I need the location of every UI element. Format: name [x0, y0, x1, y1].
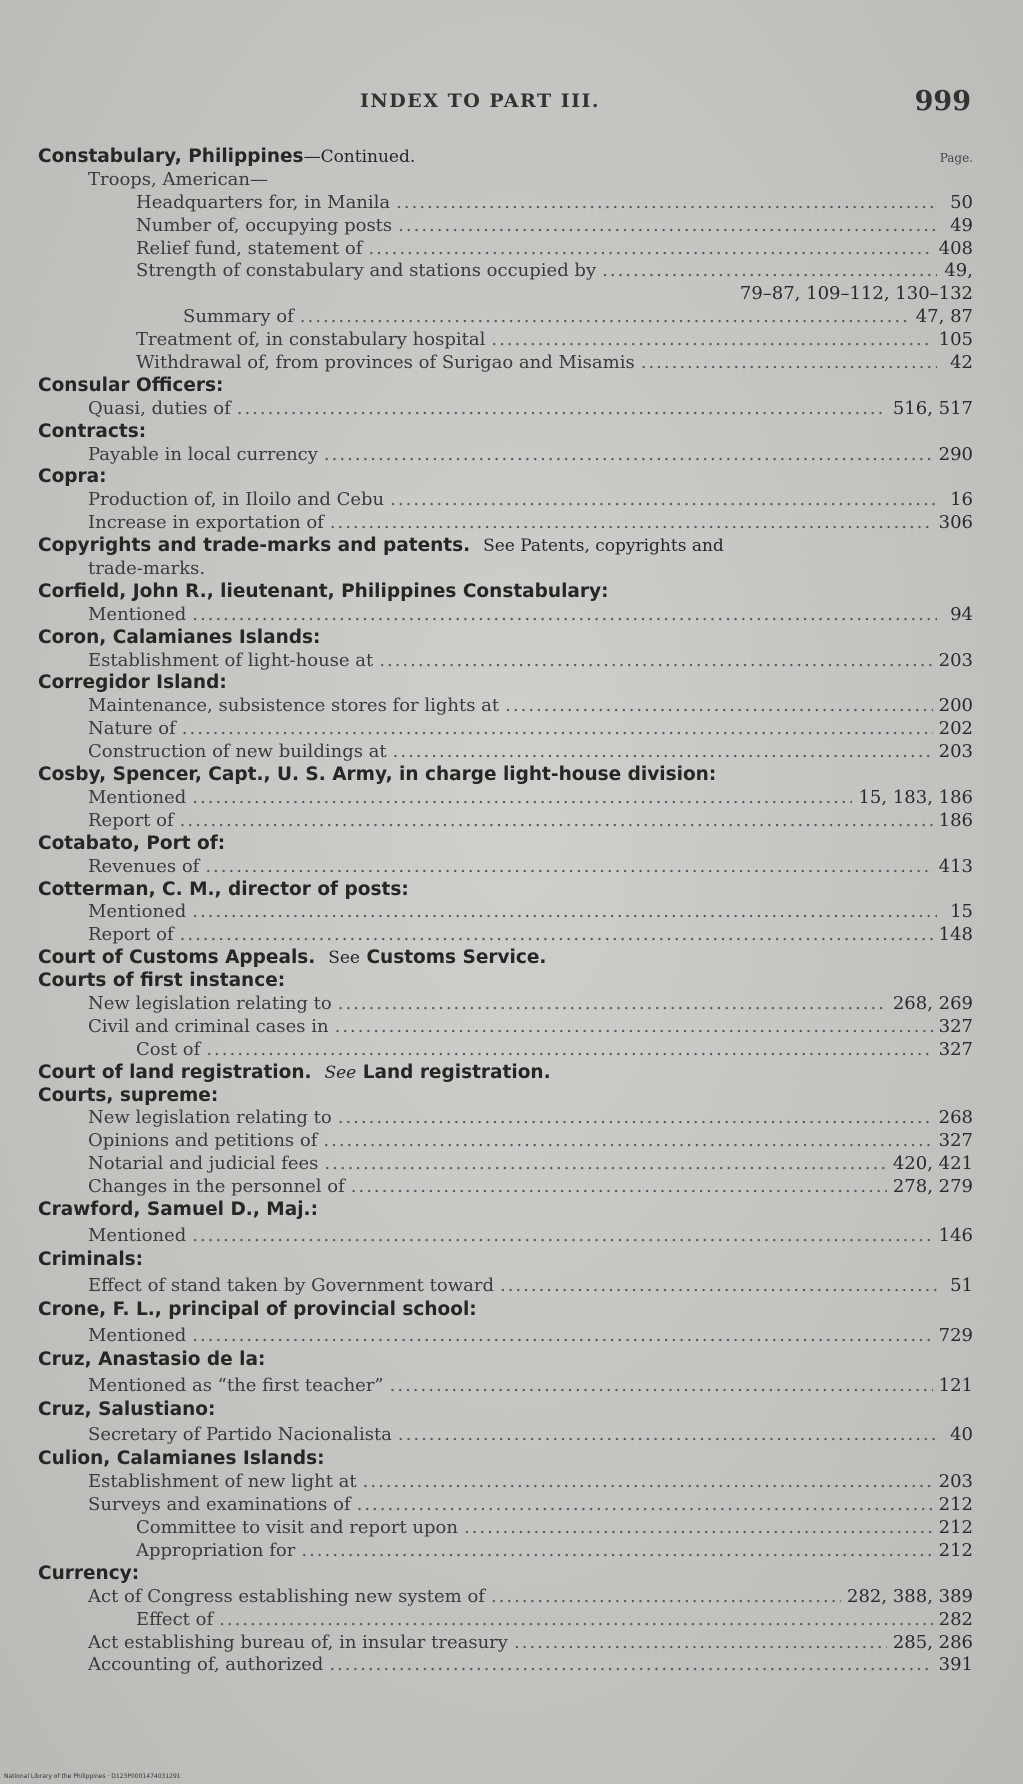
- index-entry: Report of ..... 148: [38, 924, 973, 947]
- index-heading: Cotterman, C. M., director of posts:: [38, 878, 409, 900]
- page-header: [0, 86, 1023, 116]
- index-heading: Crone, F. L., principal of provincial school:: [38, 1298, 477, 1320]
- index-entry: Strength of constabulary and stations occupied by ..... 49,: [38, 260, 973, 283]
- index-entry: Treatment of, in constabulary hospital ..... 105: [38, 329, 973, 352]
- index-entry: Cost of ..... 327: [38, 1039, 973, 1062]
- index-entry: Act establishing bureau of, in insular treasury ..... 285, 286: [38, 1632, 973, 1655]
- index-heading: Courts, supreme:: [38, 1084, 219, 1106]
- index-heading: Cruz, Salustiano:: [38, 1398, 216, 1420]
- index-entry: Notarial and judicial fees ..... 420, 421: [38, 1153, 973, 1176]
- index-entry: Accounting of, authorized ..... 391: [38, 1654, 973, 1677]
- index-heading: Court of land registration. See Land registration.: [38, 1061, 551, 1083]
- index-heading: Court of Customs Appeals. See Customs Service.: [38, 947, 547, 969]
- index-entry: Production of, in Iloilo and Cebu ..... 16: [38, 489, 973, 512]
- index-heading: Consular Officers:: [38, 374, 224, 396]
- index-heading: Constabulary, Philippines —Continued. Page.: [38, 146, 973, 169]
- running-title: INDEX TO PART III.: [360, 90, 601, 112]
- index-heading: Cotabato, Port of:: [38, 832, 226, 854]
- index-entry: Changes in the personnel of ..... 278, 279: [38, 1176, 973, 1199]
- index-entry: Summary of ..... 47, 87: [38, 306, 973, 329]
- index-entry: Revenues of ..... 413: [38, 856, 973, 879]
- index-entry: Establishment of light-house at ..... 203: [38, 650, 973, 673]
- index-heading: Coron, Calamianes Islands:: [38, 626, 321, 648]
- index-subheading: Troops, American—: [88, 168, 268, 190]
- index-heading: Corregidor Island:: [38, 672, 227, 694]
- index-entry: Number of, occupying posts ..... 49: [38, 215, 973, 238]
- index-heading: Corfield, John R., lieutenant, Philippines Constabulary:: [38, 580, 609, 602]
- index-entry: Mentioned ..... 146: [38, 1222, 973, 1249]
- index-entry: Establishment of new light at ..... 203: [38, 1471, 973, 1494]
- index-entry: Nature of ..... 202: [38, 718, 973, 741]
- index-heading: Contracts:: [38, 420, 147, 442]
- index-entry: Effect of stand taken by Government toward ..... 51: [38, 1272, 973, 1299]
- page-number: 999: [914, 86, 971, 117]
- index-entry: Relief fund, statement of ..... 408: [38, 238, 973, 261]
- index-heading: Copyrights and trade-marks and patents. See Patents, copyrights and: [38, 535, 724, 557]
- index-heading: Culion, Calamianes Islands:: [38, 1448, 325, 1470]
- index-entry: Construction of new buildings at ..... 203: [38, 741, 973, 764]
- index-entry: Mentioned as “the first teacher” ..... 121: [38, 1372, 973, 1399]
- index-heading: Copra:: [38, 466, 107, 488]
- index-entry: Appropriation for ..... 212: [38, 1540, 973, 1563]
- index-entry: Mentioned ..... 729: [38, 1322, 973, 1349]
- index-entry: New legislation relating to ..... 268, 269: [38, 993, 973, 1016]
- index-entry: Payable in local currency ..... 290: [38, 444, 973, 467]
- index-entry-continuation: 79–87, 109–112, 130–132: [739, 283, 973, 305]
- index-entry: Quasi, duties of ..... 516, 517: [38, 398, 973, 421]
- index-entry: Report of ..... 186: [38, 810, 973, 833]
- index-entry: Withdrawal of, from provinces of Surigao and Misamis ..... 42: [38, 352, 973, 375]
- index-heading: Crawford, Samuel D., Maj.:: [38, 1198, 318, 1220]
- index-heading: Cosby, Spencer, Capt., U. S. Army, in charge light-house division:: [38, 764, 717, 786]
- page-column-label: Page.: [939, 151, 973, 165]
- index-entry: Increase in exportation of ..... 306: [38, 512, 973, 535]
- index-entry: New legislation relating to ..... 268: [38, 1107, 973, 1130]
- index-entry: Mentioned ..... 15: [38, 901, 973, 924]
- index-heading: Cruz, Anastasio de la:: [38, 1348, 266, 1370]
- scan-footer: National Library of the Philippines · D123P0001474031291: [4, 1773, 181, 1780]
- index-entry: Mentioned ..... 94: [38, 604, 973, 627]
- index-entries: [38, 146, 973, 1677]
- index-entry: Committee to visit and report upon ..... 212: [38, 1517, 973, 1540]
- index-entry: Secretary of Partido Nacionalista ..... 40: [38, 1421, 973, 1448]
- index-entry: Maintenance, subsistence stores for lights at ..... 200: [38, 695, 973, 718]
- index-entry: Act of Congress establishing new system of ..... 282, 388, 389: [38, 1586, 973, 1609]
- index-entry: Opinions and petitions of ..... 327: [38, 1130, 973, 1153]
- index-heading: Currency:: [38, 1562, 140, 1584]
- index-entry: Civil and criminal cases in ..... 327: [38, 1016, 973, 1039]
- index-heading: Criminals:: [38, 1248, 144, 1270]
- index-entry: Surveys and examinations of ..... 212: [38, 1494, 973, 1517]
- index-entry: Mentioned ..... 15, 183, 186: [38, 787, 973, 810]
- index-entry: Effect of ..... 282: [38, 1609, 973, 1632]
- index-entry: Headquarters for, in Manila ..... 50: [38, 192, 973, 215]
- index-heading: Courts of first instance:: [38, 970, 286, 992]
- index-heading-continuation: trade-marks.: [88, 558, 206, 580]
